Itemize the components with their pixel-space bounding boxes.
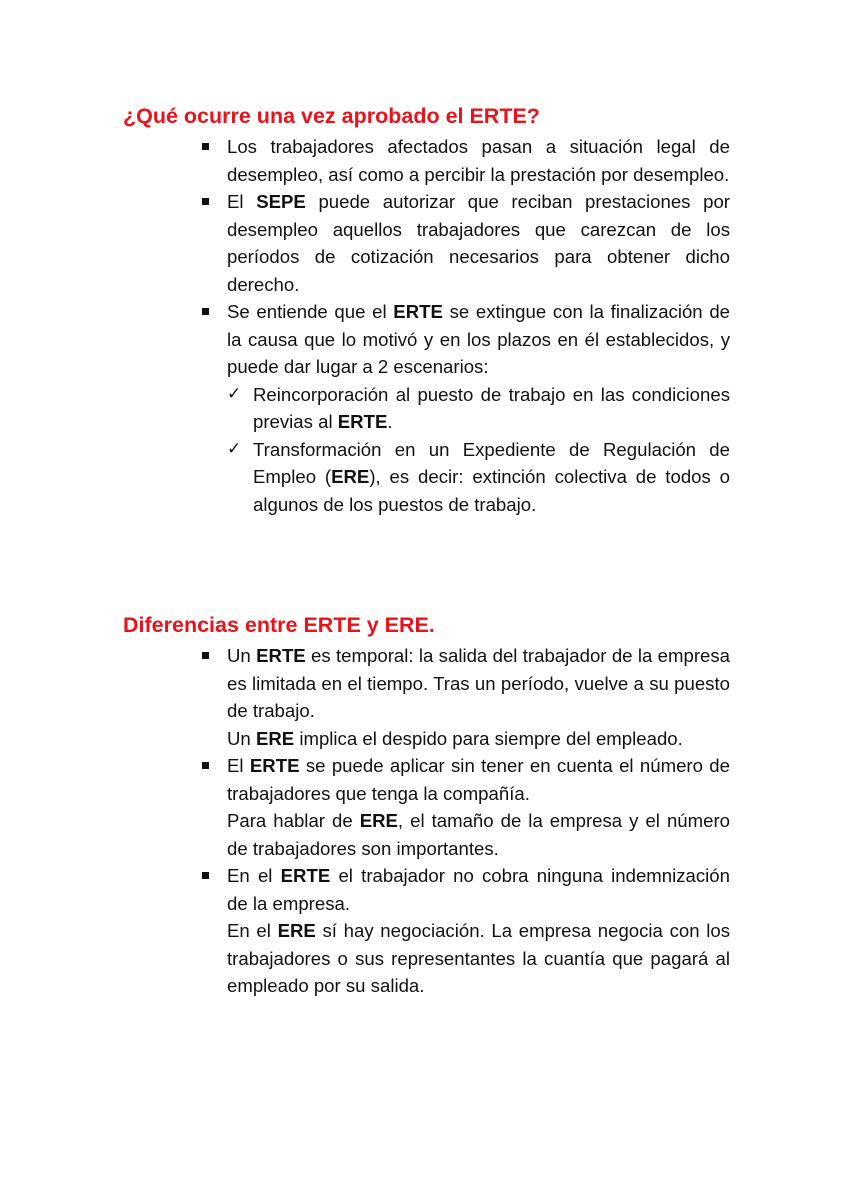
item-text: se extingue con la finalización de la causa que lo motivó y en los plazos en él establecidos, y puede dar lugar a 2 escenarios: — [227, 301, 730, 377]
section-heading-erte-approved: ¿Qué ocurre una vez aprobado el ERTE? — [123, 104, 540, 128]
subitem-bold-text: ERTE — [337, 411, 388, 432]
differences-list — [227, 642, 730, 1000]
item-paragraph — [227, 917, 730, 1000]
item-text: Un — [227, 727, 256, 749]
subitem-text: Reincorporación al puesto de trabajo en las condiciones previas al — [253, 383, 730, 432]
item-text: En el — [227, 920, 278, 941]
list-item — [227, 133, 730, 188]
list-item — [227, 752, 730, 862]
item-text: Para hablar de — [227, 810, 360, 831]
square-bullet-icon — [202, 143, 209, 150]
list-item — [227, 862, 730, 1000]
checkmark-icon: ✓ — [227, 383, 242, 404]
item-text: implica el despido para siempre del empleado. — [294, 727, 683, 749]
list-item — [227, 298, 730, 518]
item-text: Un — [227, 645, 257, 666]
item-text: , el tamaño de la empresa y el número de trabajadores son importantes. — [227, 810, 730, 859]
item-text: El — [227, 191, 257, 212]
item-paragraph — [227, 725, 730, 753]
item-text: Los trabajadores afectados pasan a situación legal de desempleo, así como a percibir la prestación por desempleo. — [227, 136, 730, 185]
item-text: se puede aplicar sin tener en cuenta el número de trabajadores que tenga la compañía. — [227, 755, 730, 804]
square-bullet-icon — [202, 762, 209, 769]
item-bold-text: ERTE — [249, 755, 300, 776]
item-text: el trabajador no cobra ninguna indemnización de la empresa. — [227, 865, 730, 914]
subitem-text: Transformación en un Expediente de Regulación de Empleo ( — [253, 438, 730, 487]
checkmark-icon: ✓ — [227, 438, 242, 459]
item-text: puede autorizar que reciban prestaciones por desempleo aquellos trabajadores que carezcan de los períodos de cotización necesarios para obtener dicho derecho. — [227, 191, 730, 295]
square-bullet-icon — [202, 652, 209, 659]
item-bold-text: ERTE — [280, 865, 331, 886]
sublist-item — [227, 381, 730, 436]
erte-approved-list — [227, 133, 730, 518]
item-bold-text: ERE — [255, 727, 295, 749]
item-bold-text: ERTE — [256, 645, 306, 666]
square-bullet-icon — [202, 198, 209, 205]
subitem-text: ), es decir: extinción colectiva de todos o algunos de los puestos de trabajo. — [253, 466, 730, 515]
item-bold-text: ERE — [277, 920, 316, 941]
sublist-item — [227, 436, 730, 519]
item-paragraph — [227, 752, 730, 807]
square-bullet-icon — [202, 872, 209, 879]
item-bold-text: ERE — [359, 810, 398, 831]
item-text: El — [227, 755, 250, 776]
scenarios-sublist — [227, 381, 730, 519]
list-item — [227, 642, 730, 752]
item-text: Se entiende que el — [227, 301, 394, 322]
item-paragraph — [227, 642, 730, 725]
subitem-bold-text: ERE — [331, 466, 370, 487]
square-bullet-icon — [202, 308, 209, 315]
item-bold-text: ERTE — [393, 301, 443, 322]
item-bold-text: SEPE — [256, 191, 306, 212]
list-item — [227, 188, 730, 298]
item-text: es temporal: la salida del trabajador de la empresa es limitada en el tiempo. Tras un período, vuelve a su puesto de trabajo. — [227, 645, 730, 721]
item-text: En el — [227, 865, 281, 886]
section-heading-differences: Diferencias entre ERTE y ERE. — [123, 613, 435, 637]
item-text: sí hay negociación. La empresa negocia con los trabajadores o sus representantes la cuantía que pagará al empleado por su salida. — [227, 920, 730, 996]
item-paragraph — [227, 807, 730, 862]
subitem-text: . — [387, 411, 393, 432]
item-paragraph — [227, 862, 730, 917]
